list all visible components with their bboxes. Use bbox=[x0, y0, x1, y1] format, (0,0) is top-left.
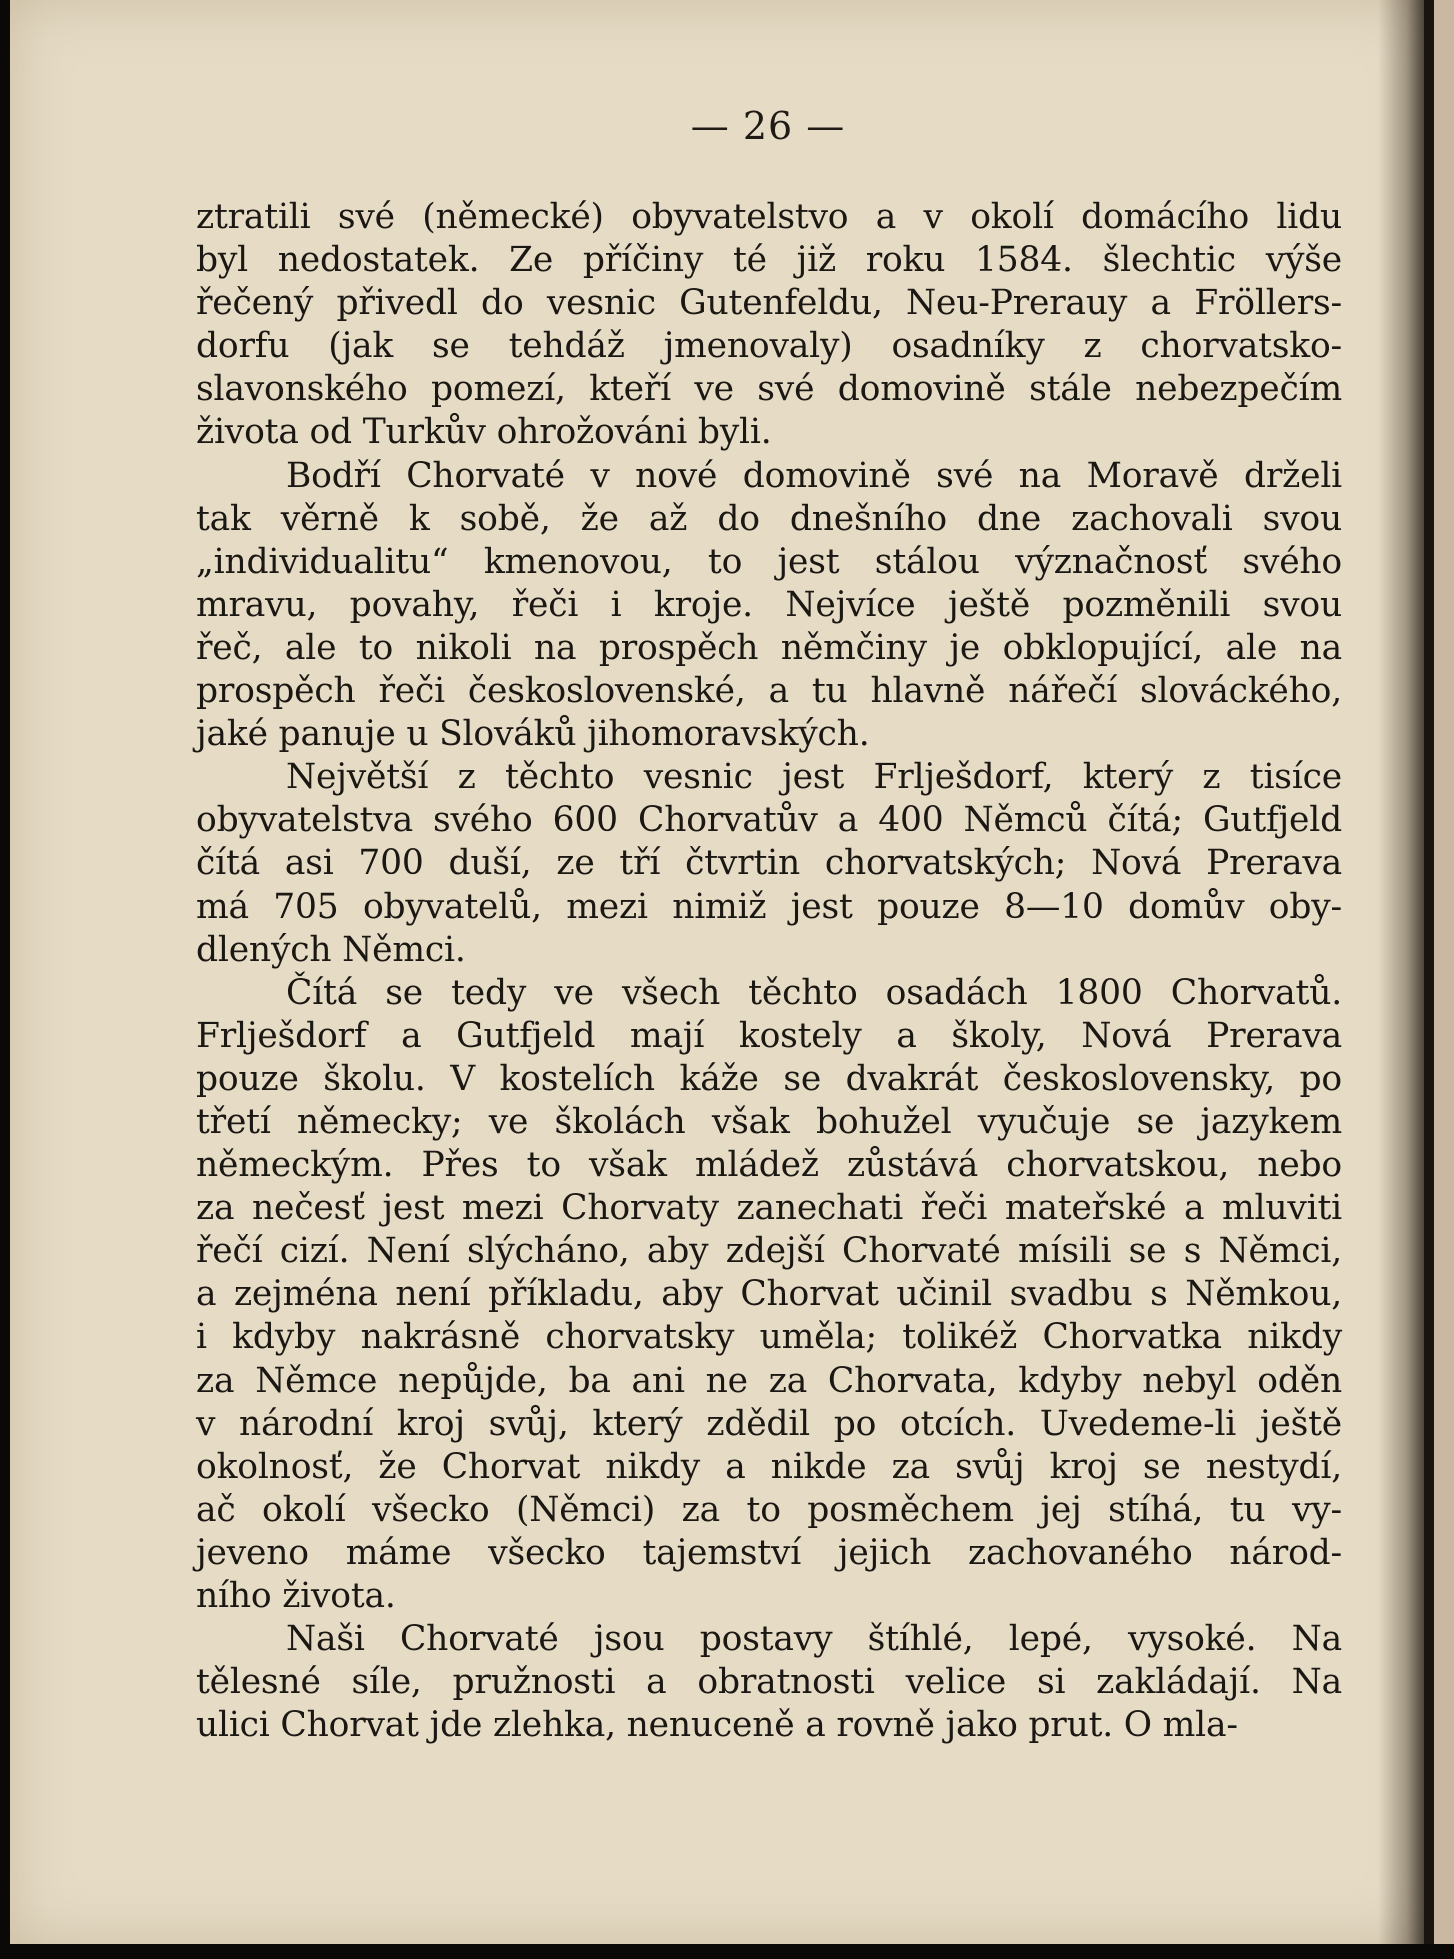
gutter-shadow bbox=[1378, 0, 1430, 1944]
text-line: v národní kroj svůj, který zdědil po otcích. Uvedeme-li ještě bbox=[196, 1403, 1342, 1444]
body-text bbox=[196, 196, 1342, 1747]
text-line: Frlješdorf a Gutfjeld mají kostely a školy, Nová Prerava bbox=[196, 1015, 1342, 1056]
paragraph bbox=[196, 756, 1342, 971]
next-page-edge bbox=[1434, 0, 1454, 1959]
text-line: obyvatelstva svého 600 Chorvatův a 400 Němců čítá; Gutfjeld bbox=[196, 800, 1342, 841]
text-line: řečený přivedl do vesnic Gutenfeldu, Neu-Prerauy a Fröllers- bbox=[196, 283, 1342, 324]
text-line: a zejména není příkladu, aby Chorvat učinil svadbu s Němkou, bbox=[196, 1274, 1342, 1315]
page-edge-dark bbox=[1424, 0, 1434, 1959]
text-line: Čítá se tedy ve všech těchto osadách 1800 Chorvatů. bbox=[286, 972, 1342, 1013]
text-line: za Němce nepůjde, ba ani ne za Chorvata, kdyby nebyl oděn bbox=[196, 1360, 1342, 1401]
text-line: za nečesť jest mezi Chorvaty zanechati řeči mateřské a mluviti bbox=[196, 1188, 1342, 1229]
text-line: mravu, povahy, řeči i kroje. Nejvíce ještě pozměnili svou bbox=[196, 584, 1342, 625]
text-line: tak věrně k sobě, že až do dnešního dne zachovali svou bbox=[196, 498, 1342, 539]
text-line: pouze školu. V kostelích káže se dvakrát československy, po bbox=[196, 1058, 1342, 1099]
text-line: i kdyby nakrásně chorvatsky uměla; tolikéž Chorvatka nikdy bbox=[196, 1317, 1342, 1358]
paragraph bbox=[196, 455, 1342, 757]
text-line: čítá asi 700 duší, ze tří čtvrtin chorvatských; Nová Prerava bbox=[196, 843, 1342, 884]
paragraph bbox=[196, 1618, 1342, 1747]
text-line: ztratili své (německé) obyvatelstvo a v okolí domácího lidu bbox=[196, 197, 1342, 237]
text-line: tělesné síle, pružnosti a obratnosti velice si zakládají. Na bbox=[196, 1662, 1342, 1703]
text-line: řečí cizí. Není slýcháno, aby zdejší Chorvaté mísili se s Němci, bbox=[196, 1231, 1342, 1272]
text-line: má 705 obyvatelů, mezi nimiž jest pouze 8—10 domův oby- bbox=[196, 886, 1342, 927]
text-line: jaké panuje u Slováků jihomoravských. bbox=[196, 714, 870, 755]
bottom-edge bbox=[0, 1944, 1454, 1959]
text-line: prospěch řeči československé, a tu hlavně nářečí slováckého, bbox=[196, 671, 1342, 712]
text-line: Největší z těchto vesnic jest Frlješdorf, který z tisíce bbox=[286, 757, 1342, 798]
text-line: německým. Přes to však mládež zůstává chorvatskou, nebo bbox=[196, 1145, 1342, 1186]
text-line: dorfu (jak se tehdáž jmenovaly) osadníky z chorvatsko- bbox=[196, 326, 1342, 367]
text-line: dlených Němci. bbox=[196, 929, 466, 970]
text-line: Naši Chorvaté jsou postavy štíhlé, lepé, vysoké. Na bbox=[286, 1619, 1342, 1660]
text-line: řeč, ale to nikoli na prospěch němčiny je obklopující, ale na bbox=[196, 627, 1342, 668]
text-line: byl nedostatek. Ze příčiny té již roku 1584. šlechtic výše bbox=[196, 240, 1342, 281]
text-line: ač okolí všecko (Němci) za to posměchem jej stíhá, tu vy- bbox=[196, 1489, 1342, 1530]
text-line: třetí německy; ve školách však bohužel vyučuje se jazykem bbox=[196, 1101, 1342, 1142]
page-number: — 26 — bbox=[690, 104, 846, 148]
paragraph bbox=[196, 972, 1342, 1618]
text-line: ulici Chorvat jde zlehka, nenuceně a rovně jako prut. O mla- bbox=[196, 1705, 1238, 1746]
paragraph bbox=[196, 196, 1342, 455]
text-line: života od Turkův ohrožováni byli. bbox=[196, 412, 772, 453]
text-line: okolnosť, že Chorvat nikdy a nikde za svůj kroj se nestydí, bbox=[196, 1446, 1342, 1487]
text-line: ního života. bbox=[196, 1576, 396, 1616]
text-line: jeveno máme všecko tajemství jejich zachovaného národ- bbox=[196, 1532, 1342, 1573]
text-line: „individualitu“ kmenovou, to jest stálou význačnosť svého bbox=[196, 541, 1342, 582]
text-line: Bodří Chorvaté v nové domovině své na Moravě drželi bbox=[286, 455, 1342, 496]
text-line: slavonského pomezí, kteří ve své domovině stále nebezpečím bbox=[196, 369, 1342, 410]
